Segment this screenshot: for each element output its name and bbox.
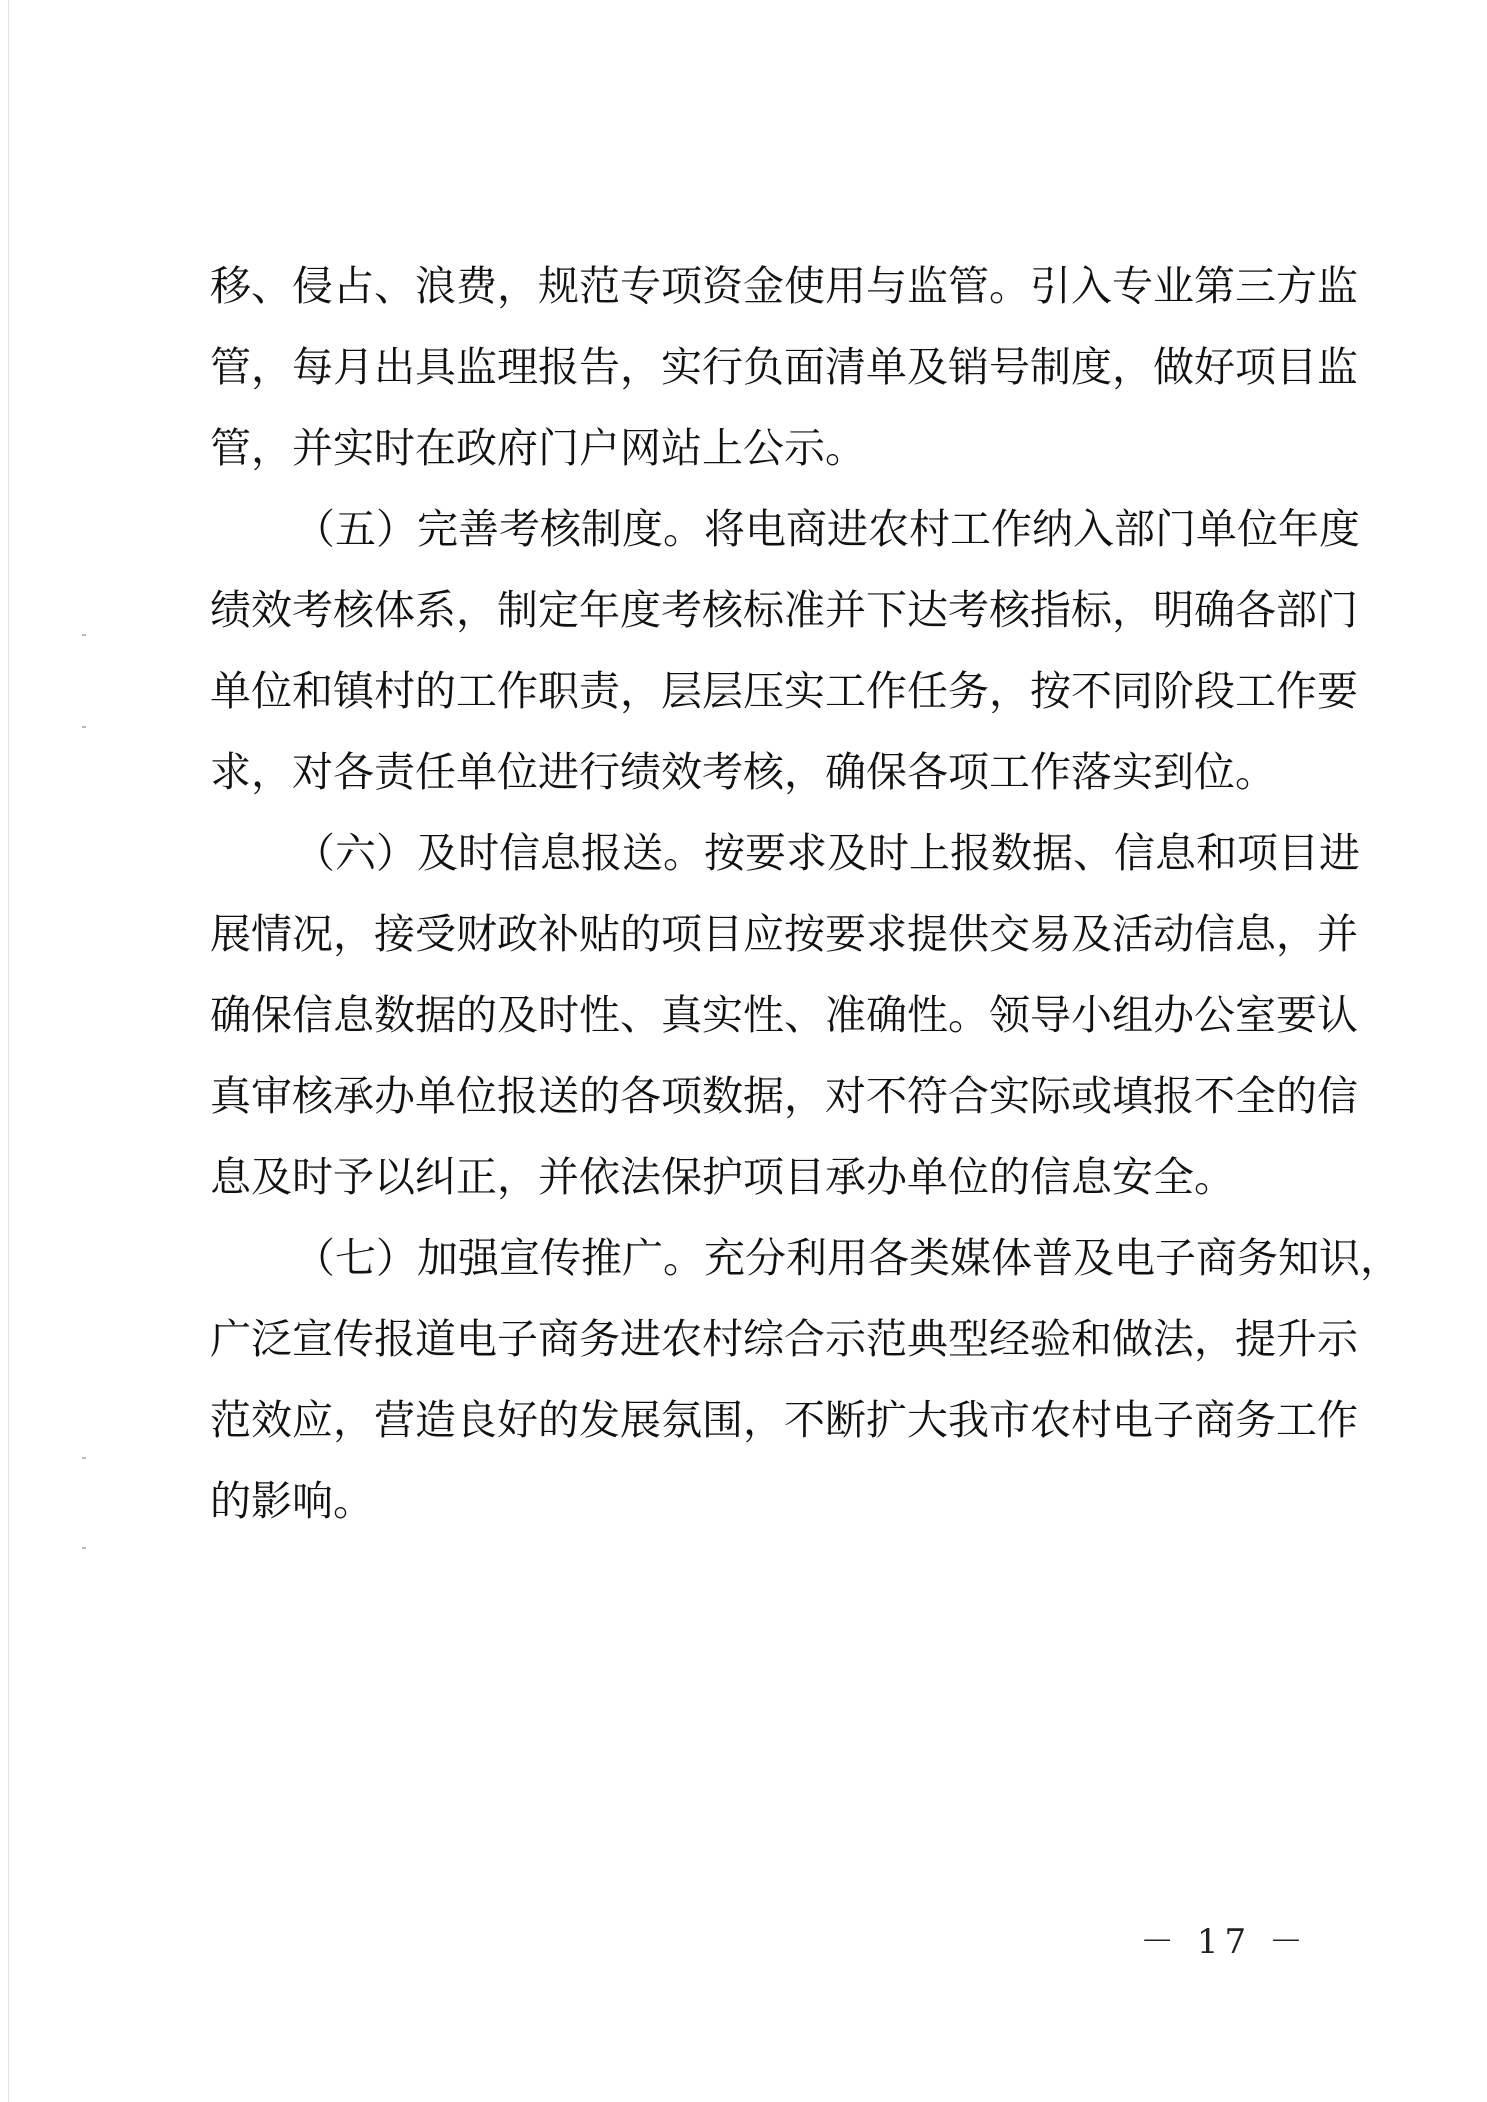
scan-edge-line <box>8 0 9 2102</box>
text-line: 管，并实时在政府门户网站上公示。 <box>210 424 866 472</box>
text-line: 管，每月出具监理报告，实行负面清单及销号制度，做好项目监 <box>210 343 1358 391</box>
text-line: 的影响。 <box>210 1477 374 1525</box>
paragraph-heading-line: （六）及时信息报送。按要求及时上报数据、信息和项目进 <box>294 829 1360 877</box>
text-line: 求，对各责任单位进行绩效考核，确保各项工作落实到位。 <box>210 748 1276 796</box>
text-line: 移、侵占、浪费，规范专项资金使用与监管。引入专业第三方监 <box>210 262 1358 310</box>
margin-mark <box>82 1547 86 1549</box>
text-line: 确保信息数据的及时性、真实性、准确性。领导小组办公室要认 <box>210 991 1358 1039</box>
margin-mark <box>82 726 86 728</box>
paragraph-heading-line: （五）完善考核制度。将电商进农村工作纳入部门单位年度 <box>294 505 1360 553</box>
page-number: － 17 － <box>1140 1922 1309 1962</box>
text-line: 息及时予以纠正，并依法保护项目承办单位的信息安全。 <box>210 1153 1235 1201</box>
text-line: 真审核承办单位报送的各项数据，对不符合实际或填报不全的信 <box>210 1072 1358 1120</box>
text-line: 单位和镇村的工作职责，层层压实工作任务，按不同阶段工作要 <box>210 667 1358 715</box>
text-line: 展情况，接受财政补贴的项目应按要求提供交易及活动信息，并 <box>210 910 1358 958</box>
margin-mark <box>82 634 86 636</box>
paragraph-heading-line: （七）加强宣传推广。充分利用各类媒体普及电子商务知识， <box>294 1234 1401 1282</box>
text-line: 广泛宣传报道电子商务进农村综合示范典型经验和做法，提升示 <box>210 1315 1358 1363</box>
margin-mark <box>82 1457 86 1459</box>
text-line: 范效应，营造良好的发展氛围，不断扩大我市农村电子商务工作 <box>210 1396 1358 1444</box>
body-text <box>210 246 1401 1542</box>
text-line: 绩效考核体系，制定年度考核标准并下达考核指标，明确各部门 <box>210 586 1358 634</box>
